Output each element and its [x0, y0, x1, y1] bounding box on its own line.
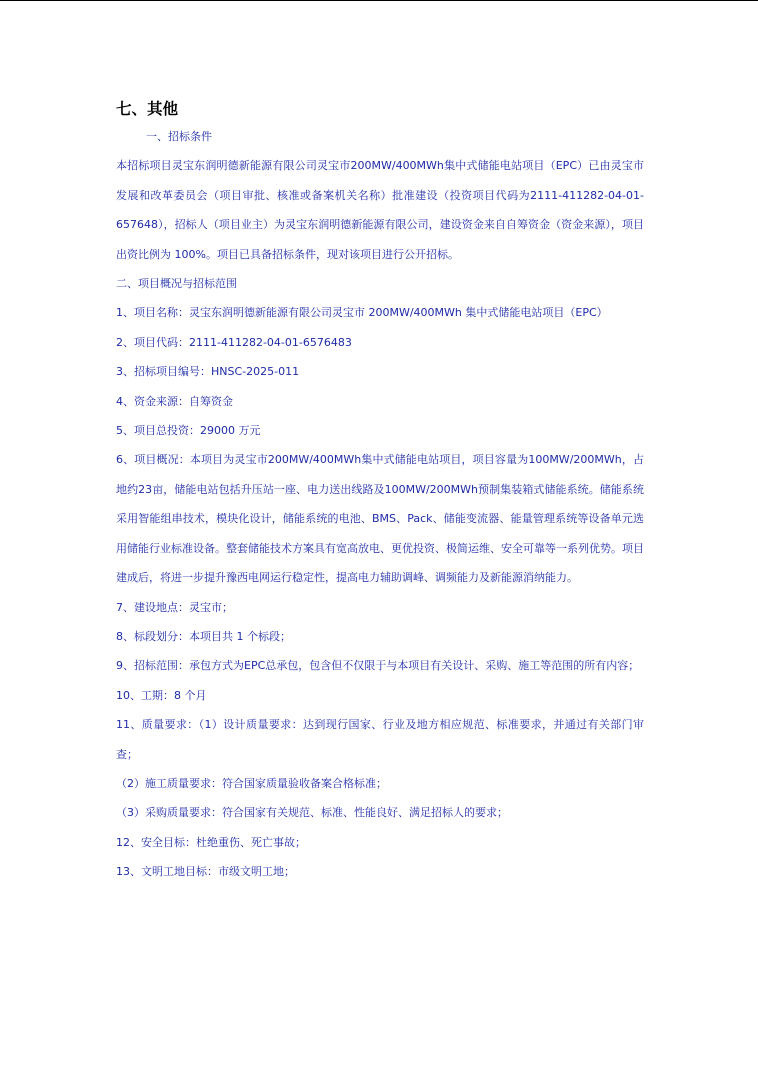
item-tender-number: 3、招标项目编号：HNSC-2025-011 [116, 365, 300, 379]
subsection-title-bidding-conditions: 一、招标条件 [146, 130, 212, 143]
subsection-title-project-overview: 二、项目概况与招标范围 [116, 277, 237, 291]
section-title: 七、其他 [116, 100, 179, 118]
item-quality-requirements: 11、质量要求：（1）设计质量要求：达到现行国家、行业及地方相应规范、标准要求，并通过有关部门审查； [116, 718, 644, 761]
page-header-marks [2, 0, 72, 2]
page-top-border [0, 0, 758, 1]
item-project-overview: 6、项目概况：本项目为灵宝市200MW/400MWh集中式储能电站项目，项目容量为100MW/200MWh，占地约23亩，储能电站包括升压站一座、电力送出线路及100MW/200MWh预制集装箱式储能系统。储能系统采用智能组串技术，模块化设计，储能系统的电池、BMS、Pack、储能变流器、能量管理系统等设备单元选用储能行业标准设备。整套储能技术方案具有宽高放电、更优投资、极简运维、安全可靠等一系列优势。项目建成后，将进一步提升豫西电网运行稳定性，提高电力辅助调峰、调频能力及新能源消纳能力。 [116, 453, 644, 585]
item-construction-period: 10、工期：8 个月 [116, 688, 207, 702]
item-total-investment: 5、项目总投资：29000 万元 [116, 424, 261, 438]
item-lot-division: 8、标段划分：本项目共 1 个标段； [116, 629, 291, 643]
item-procurement-quality: （3）采购质量要求：符合国家有关规范、标准、性能良好、满足招标人的要求； [116, 806, 508, 820]
item-construction-quality: （2）施工质量要求：符合国家质量验收备案合格标准； [116, 776, 387, 790]
item-project-name: 1、项目名称：灵宝东润明德新能源有限公司灵宝市 200MW/400MWh 集中式储能电站项目（EPC） [116, 306, 608, 320]
item-construction-site: 7、建设地点：灵宝市； [116, 600, 233, 614]
item-project-code: 2、项目代码：2111-411282-04-01-6576483 [116, 335, 352, 349]
item-tender-scope: 9、招标范围：承包方式为EPC总承包，包含但不仅限于与本项目有关设计、采购、施工等范围的所有内容； [116, 659, 640, 673]
document-page [116, 98, 644, 887]
bidding-conditions-paragraph: 本招标项目灵宝东润明德新能源有限公司灵宝市200MW/400MWh集中式储能电站项目（EPC）已由灵宝市发展和改革委员会（项目审批、核准或备案机关名称）批准建设（投资项目代码为2111-411282-04-01-657648），招标人（项目业主）为灵宝东润明德新能源有限公司，建设资金来自自筹资金（资金来源），项目出资比例为 100%。项目已具备招标条件，现对该项目进行公开招标。 [116, 159, 644, 261]
item-funding-source: 4、资金来源：自筹资金 [116, 394, 233, 408]
item-safety-target: 12、安全目标：杜绝重伤、死亡事故； [116, 835, 306, 849]
item-civilized-site-target: 13、文明工地目标：市级文明工地； [116, 865, 295, 879]
